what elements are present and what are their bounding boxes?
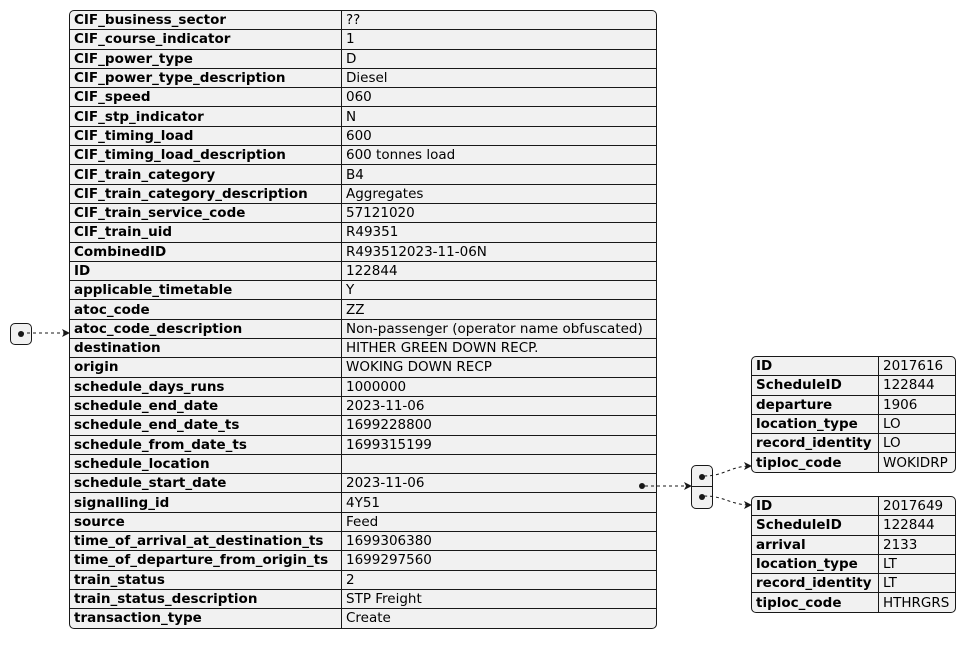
field-key: CIF_speed bbox=[70, 88, 342, 107]
field-key: CIF_train_category_description bbox=[70, 185, 342, 204]
field-key: time_of_departure_from_origin_ts bbox=[70, 551, 342, 570]
field-value: WOKING DOWN RECP bbox=[342, 358, 656, 377]
field-key: train_status bbox=[70, 571, 342, 590]
field-key: location_type bbox=[752, 415, 879, 434]
field-value: WOKIDRP bbox=[883, 454, 948, 471]
field-value: 060 bbox=[342, 88, 656, 107]
field-key: CIF_timing_load_description bbox=[70, 146, 342, 165]
field-value: Non-passenger (operator name obfuscated) bbox=[342, 320, 656, 339]
field-key: schedule_location bbox=[70, 455, 342, 474]
field-key: applicable_timetable bbox=[70, 281, 342, 300]
field-value: 57121020 bbox=[342, 204, 656, 223]
field-value: LT bbox=[879, 574, 955, 593]
field-key: record_identity bbox=[752, 434, 879, 453]
field-key: tiploc_code bbox=[752, 453, 879, 471]
field-key: destination bbox=[70, 339, 342, 358]
field-value: STP Freight bbox=[342, 590, 656, 609]
field-key: schedule_days_runs bbox=[70, 378, 342, 397]
field-key: schedule_end_date bbox=[70, 397, 342, 416]
field-value: 1699228800 bbox=[342, 416, 656, 435]
field-key: ID bbox=[70, 262, 342, 281]
field-value: 2017649 bbox=[879, 497, 955, 516]
field-key: source bbox=[70, 513, 342, 532]
field-key: tiploc_code bbox=[752, 593, 879, 611]
field-value: 1 bbox=[342, 30, 656, 49]
field-key: CIF_course_indicator bbox=[70, 30, 342, 49]
field-key: CombinedID bbox=[70, 243, 342, 262]
schedule-location-dot bbox=[639, 483, 645, 489]
field-value: ZZ bbox=[342, 300, 656, 319]
field-key: origin bbox=[70, 358, 342, 377]
field-value: 2017616 bbox=[879, 357, 955, 376]
field-key: time_of_arrival_at_destination_ts bbox=[70, 532, 342, 551]
field-key: CIF_train_uid bbox=[70, 223, 342, 242]
array-item-1-arrow bbox=[704, 466, 751, 476]
field-value: N bbox=[342, 107, 656, 126]
field-value: 122844 bbox=[342, 262, 656, 281]
field-key: location_type bbox=[752, 555, 879, 574]
field-key: schedule_end_date_ts bbox=[70, 416, 342, 435]
field-key: schedule_from_date_ts bbox=[70, 436, 342, 455]
field-key: transaction_type bbox=[70, 609, 342, 627]
field-key: atoc_code_description bbox=[70, 320, 342, 339]
field-value: 600 tonnes load bbox=[342, 146, 656, 165]
field-value: ?? bbox=[342, 11, 656, 30]
field-value: 2023-11-06 bbox=[342, 474, 656, 493]
field-key: CIF_stp_indicator bbox=[70, 107, 342, 126]
field-value: HTHRGRS bbox=[883, 594, 950, 611]
field-key: schedule_start_date bbox=[70, 474, 342, 493]
field-value: 600 bbox=[342, 127, 656, 146]
field-key: ID bbox=[752, 357, 879, 376]
field-value: 1699297560 bbox=[342, 551, 656, 570]
field-value: 122844 bbox=[879, 516, 955, 535]
field-key: ScheduleID bbox=[752, 376, 879, 395]
field-key: record_identity bbox=[752, 574, 879, 593]
field-key: CIF_business_sector bbox=[70, 11, 342, 30]
field-value: Aggregates bbox=[342, 185, 656, 204]
field-key: arrival bbox=[752, 536, 879, 555]
field-value: LO bbox=[879, 415, 955, 434]
field-key: ScheduleID bbox=[752, 516, 879, 535]
field-key: CIF_train_category bbox=[70, 165, 342, 184]
field-value: 4Y51 bbox=[342, 493, 656, 512]
field-value: R49351 bbox=[342, 223, 656, 242]
field-value: 1699306380 bbox=[342, 532, 656, 551]
field-key: departure bbox=[752, 396, 879, 415]
field-value: 1000000 bbox=[342, 378, 656, 397]
field-key: CIF_train_service_code bbox=[70, 204, 342, 223]
field-key: CIF_power_type_description bbox=[70, 69, 342, 88]
field-value: Feed bbox=[342, 513, 656, 532]
field-key: atoc_code bbox=[70, 300, 342, 319]
field-value: 2023-11-06 bbox=[342, 397, 656, 416]
field-value: B4 bbox=[342, 165, 656, 184]
field-key: signalling_id bbox=[70, 493, 342, 512]
field-key: ID bbox=[752, 497, 879, 516]
field-value: 2133 bbox=[879, 536, 955, 555]
field-value: 1699315199 bbox=[342, 436, 656, 455]
field-value: 1906 bbox=[879, 396, 955, 415]
field-value: LT bbox=[879, 555, 955, 574]
field-value: D bbox=[342, 50, 656, 69]
field-value: LO bbox=[879, 434, 955, 453]
field-value: 122844 bbox=[879, 376, 955, 395]
field-value: Create bbox=[346, 610, 391, 627]
field-key: CIF_timing_load bbox=[70, 127, 342, 146]
field-key: train_status_description bbox=[70, 590, 342, 609]
field-key: CIF_power_type bbox=[70, 50, 342, 69]
field-value: R493512023-11-06N bbox=[342, 243, 656, 262]
field-value: HITHER GREEN DOWN RECP. bbox=[342, 339, 656, 358]
field-value: 2 bbox=[342, 571, 656, 590]
field-value: Diesel bbox=[342, 69, 656, 88]
array-item-2-arrow bbox=[704, 496, 751, 505]
field-value: Y bbox=[342, 281, 656, 300]
